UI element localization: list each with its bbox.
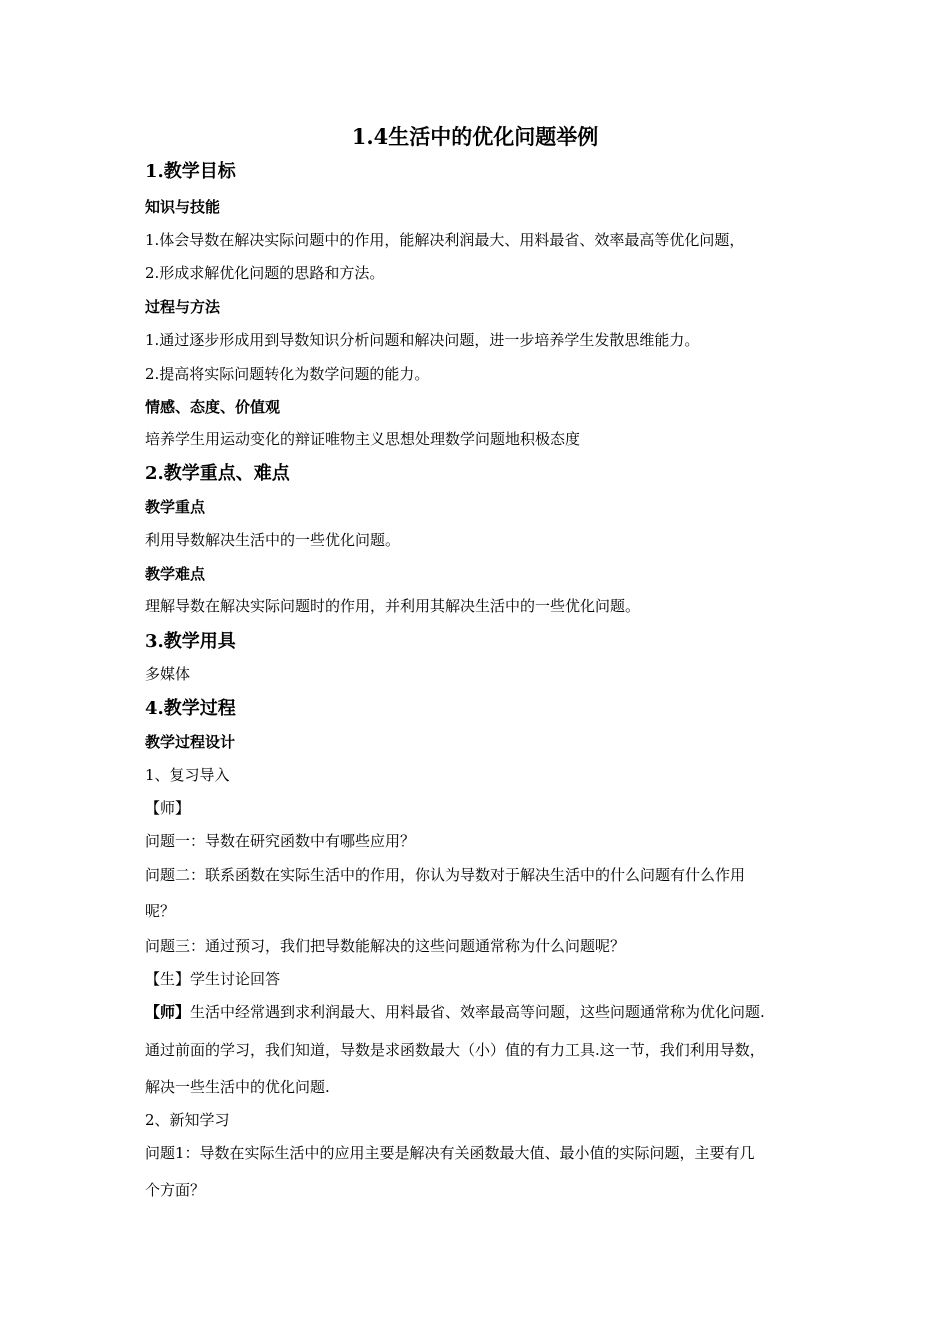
heading-key-difficult-points: 2.教学重点、难点 bbox=[145, 463, 290, 484]
paragraph: 理解导数在解决实际问题时的作用，并利用其解决生活中的一些优化问题。 bbox=[145, 597, 641, 615]
paragraph: 培养学生用运动变化的辩证唯物主义思想处理数学问题地积极态度 bbox=[145, 430, 581, 448]
paragraph: 2.提高将实际问题转化为数学问题的能力。 bbox=[145, 365, 430, 383]
paragraph: 呢？ bbox=[145, 902, 176, 920]
paragraph: 通过前面的学习，我们知道，导数是求函数最大（小）值的有力工具.这一节，我们利用导数， bbox=[145, 1041, 765, 1059]
paragraph: 1.通过逐步形成用到导数知识分析问题和解决问题，进一步培养学生发散思维能力。 bbox=[145, 331, 700, 349]
subheading-key-point: 教学重点 bbox=[145, 498, 206, 516]
paragraph: 解决一些生活中的优化问题. bbox=[145, 1078, 330, 1096]
student-tag: 【生】 bbox=[145, 970, 191, 988]
paragraph: 问题一：导数在研究函数中有哪些应用？ bbox=[145, 832, 416, 850]
paragraph: 1.体会导数在解决实际问题中的作用，能解决利润最大、用料最省、效率最高等优化问题， bbox=[145, 231, 745, 249]
subheading-procedure-design: 教学过程设计 bbox=[145, 733, 236, 751]
teacher-tag: 【师】 bbox=[145, 1003, 191, 1021]
heading-teaching-goals: 1.教学目标 bbox=[145, 161, 236, 182]
paragraph: 问题1：导数在实际生活中的应用主要是解决有关函数最大值、最小值的实际问题，主要有几 bbox=[145, 1144, 755, 1162]
teacher-line bbox=[145, 1005, 765, 1020]
paragraph: 1、复习导入 bbox=[145, 766, 230, 784]
paragraph: 【师】 bbox=[145, 799, 191, 817]
student-line bbox=[145, 972, 280, 987]
paragraph: 2.形成求解优化问题的思路和方法。 bbox=[145, 264, 385, 282]
subheading-knowledge-skills: 知识与技能 bbox=[145, 198, 221, 216]
teacher-text: 生活中经常遇到求利润最大、用料最省、效率最高等问题，这些问题通常称为优化问题. bbox=[190, 1003, 765, 1021]
paragraph: 个方面？ bbox=[145, 1181, 206, 1199]
page-title: 1.4生活中的优化问题举例 bbox=[351, 124, 599, 149]
subheading-process-method: 过程与方法 bbox=[145, 298, 221, 316]
subheading-difficult-point: 教学难点 bbox=[145, 565, 206, 583]
subheading-emotion-values: 情感、态度、价值观 bbox=[145, 398, 281, 416]
student-text: 学生讨论回答 bbox=[190, 970, 281, 988]
heading-teaching-tools: 3.教学用具 bbox=[145, 631, 236, 652]
paragraph: 问题二：联系函数在实际生活中的作用，你认为导数对于解决生活中的什么问题有什么作用 bbox=[145, 866, 746, 884]
paragraph: 利用导数解决生活中的一些优化问题。 bbox=[145, 531, 401, 549]
paragraph: 多媒体 bbox=[145, 665, 191, 683]
paragraph: 问题三：通过预习，我们把导数能解决的这些问题通常称为什么问题呢？ bbox=[145, 937, 626, 955]
heading-teaching-procedure: 4.教学过程 bbox=[145, 698, 236, 719]
paragraph: 2、新知学习 bbox=[145, 1111, 230, 1129]
